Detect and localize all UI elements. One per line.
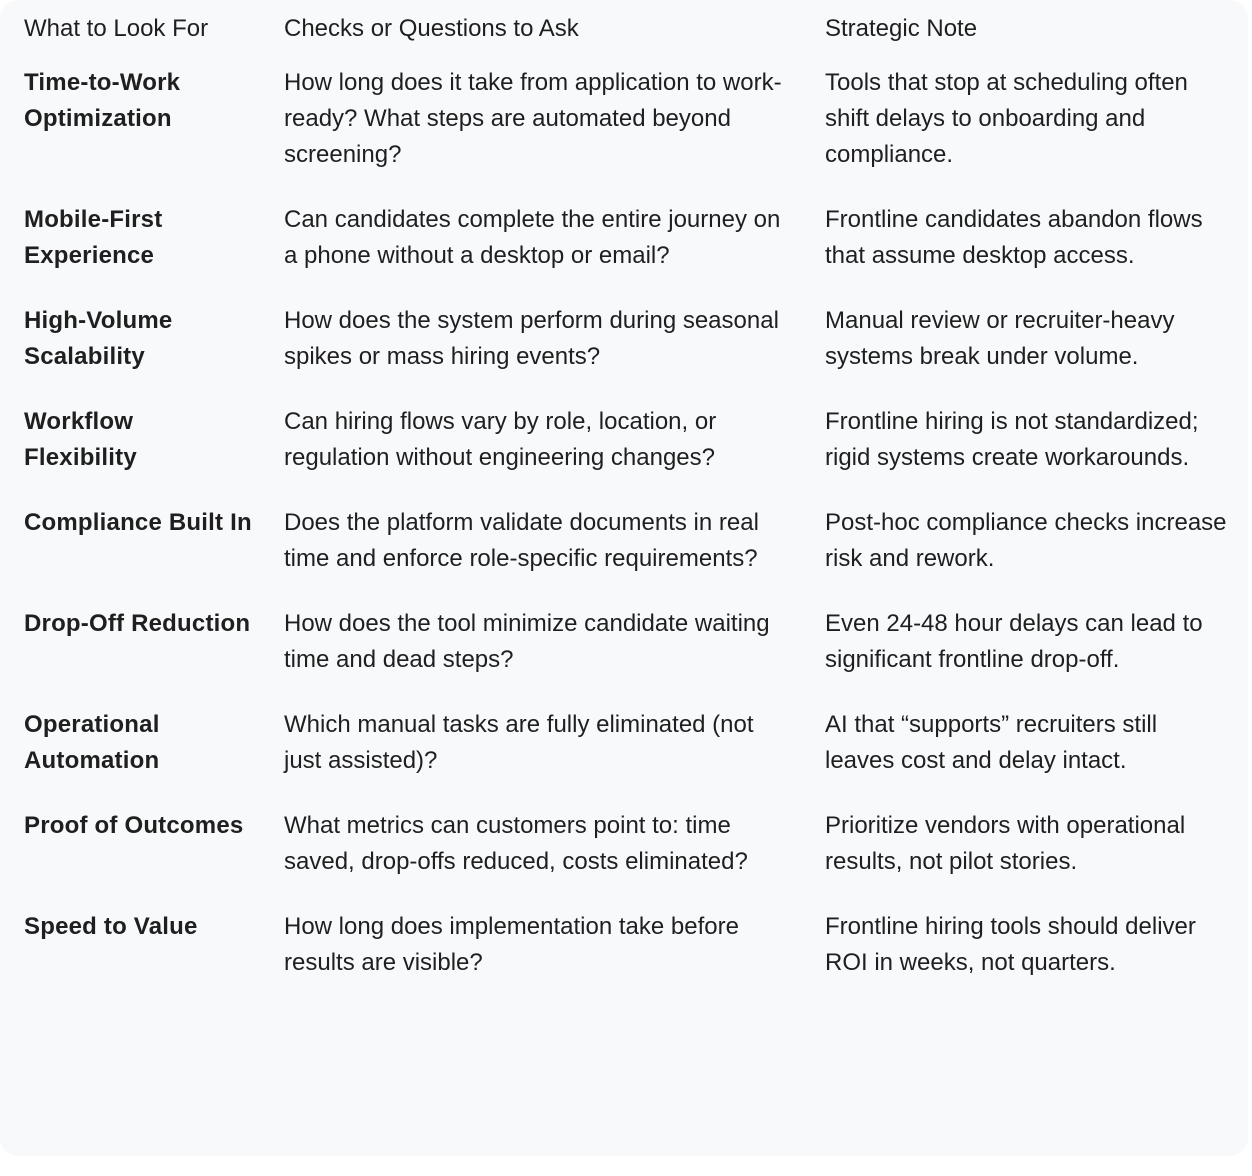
row-note: Post-hoc compliance checks increase risk and rework. (825, 509, 1227, 572)
table-row (0, 404, 1248, 505)
table-row (0, 202, 1248, 303)
row-question: What metrics can customers point to: time saved, drop-offs reduced, costs eliminated? (284, 812, 748, 875)
row-term: Mobile-First Experience (24, 206, 163, 269)
table-row (0, 303, 1248, 404)
table-row (0, 909, 1248, 1010)
header-strategic-note: Strategic Note (825, 15, 978, 42)
table-row (0, 707, 1248, 808)
header-what-to-look-for: What to Look For (24, 15, 209, 42)
row-question: How does the system perform during seasonal spikes or mass hiring events? (284, 307, 779, 370)
table-row (0, 65, 1248, 202)
row-note: AI that “supports” recruiters still leaves cost and delay intact. (825, 711, 1158, 774)
row-question: Can hiring flows vary by role, location, or regulation without engineering changes? (284, 408, 717, 471)
row-question: Which manual tasks are fully eliminated (not just assisted)? (284, 711, 754, 774)
row-note: Manual review or recruiter-heavy systems break under volume. (825, 307, 1175, 370)
row-question: Does the platform validate documents in real time and enforce role-specific requirements? (284, 509, 759, 572)
row-term: Drop-Off Reduction (24, 610, 251, 637)
row-note: Frontline candidates abandon flows that assume desktop access. (825, 206, 1203, 269)
row-question: How long does it take from application to work-ready? What steps are automated beyond screening? (284, 69, 782, 168)
row-question: Can candidates complete the entire journey on a phone without a desktop or email? (284, 206, 781, 269)
table-row (0, 606, 1248, 707)
row-term: Compliance Built In (24, 509, 252, 536)
row-term: High-Volume Scalability (24, 307, 173, 370)
table-row (0, 808, 1248, 909)
page-background-strip (0, 1156, 1252, 1176)
row-question: How long does implementation take before results are visible? (284, 913, 739, 976)
row-term: Proof of Outcomes (24, 812, 244, 839)
row-note: Frontline hiring is not standardized; rigid systems create workarounds. (825, 408, 1199, 471)
table-row (0, 505, 1248, 606)
row-term: Speed to Value (24, 913, 198, 940)
row-note: Tools that stop at scheduling often shift delays to onboarding and compliance. (825, 69, 1188, 168)
row-note: Even 24-48 hour delays can lead to significant frontline drop-off. (825, 610, 1203, 673)
row-term: Time-to-Work Optimization (24, 69, 181, 132)
table-header (0, 0, 1248, 65)
table-body (0, 65, 1248, 1010)
row-note: Prioritize vendors with operational results, not pilot stories. (825, 812, 1186, 875)
row-question: How does the tool minimize candidate waiting time and dead steps? (284, 610, 770, 673)
row-note: Frontline hiring tools should deliver ROI in weeks, not quarters. (825, 913, 1196, 976)
row-term: Operational Automation (24, 711, 160, 774)
row-term: Workflow Flexibility (24, 408, 137, 471)
header-row (0, 0, 1248, 65)
header-checks-questions: Checks or Questions to Ask (284, 15, 579, 42)
